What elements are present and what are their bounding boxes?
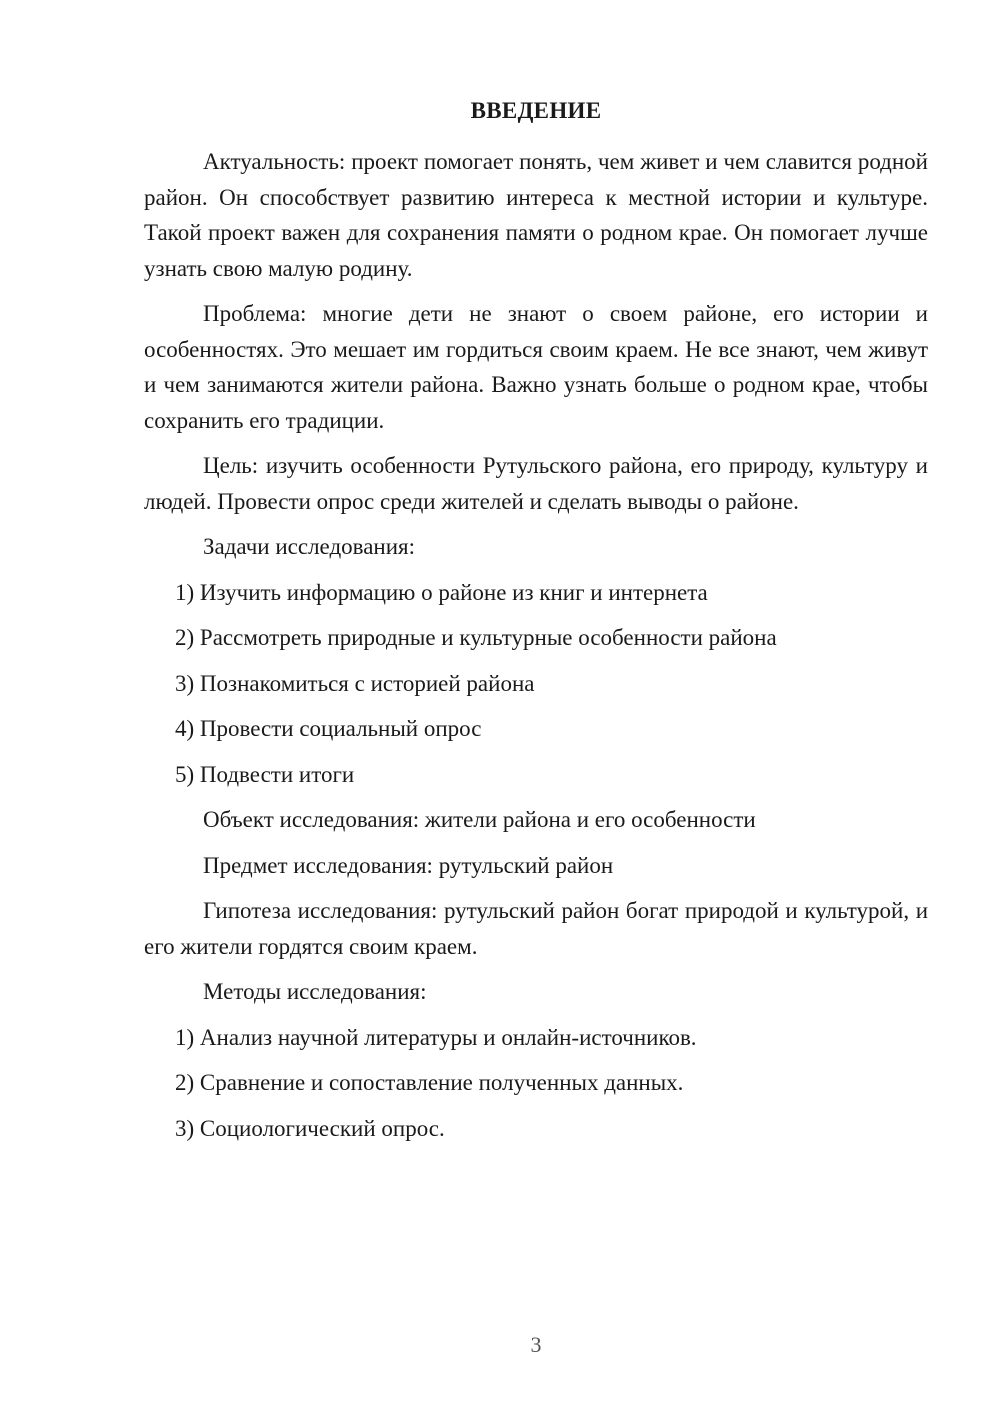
paragraph-goal: Цель: изучить особенности Рутульского района, его природу, культуру и людей. Провести опрос среди жителей и сделать выводы о районе. (144, 453, 928, 514)
paragraph-subject: Предмет исследования: рутульский район (203, 852, 614, 878)
task-item: 5) Подвести итоги (175, 761, 355, 787)
paragraph-object: Объект исследования: жители района и его особенности (203, 807, 756, 832)
tasks-heading: Задачи исследования: (203, 534, 416, 559)
paragraph-relevance: Актуальность: проект помогает понять, чем живет и чем славится родной район. Он способствует развитию интереса к местной истории и культуре. Такой проект важен для сохранения памяти о родном крае. Он помогает лучше узнать свою малую родину. (144, 149, 928, 281)
method-item: 3) Социологический опрос. (175, 1115, 445, 1141)
methods-heading: Методы исследования: (203, 979, 427, 1004)
paragraph-problem: Проблема: многие дети не знают о своем районе, его истории и особенностях. Это мешает им гордиться своим краем. Не все знают, чем живут и чем занимаются жители района. Важно узнать больше о родном крае, чтобы сохранить его традиции. (144, 301, 928, 433)
task-item: 1) Изучить информацию о районе из книг и интернета (175, 579, 708, 605)
task-item: 3) Познакомиться с историей района (175, 670, 535, 696)
task-item: 4) Провести социальный опрос (175, 716, 482, 741)
document-page (144, 96, 928, 1156)
task-item: 2) Рассмотреть природные и культурные особенности района (175, 625, 777, 650)
method-item: 1) Анализ научной литературы и онлайн-источников. (175, 1024, 697, 1050)
section-title: ВВЕДЕНИЕ (470, 98, 602, 123)
paragraph-hypothesis: Гипотеза исследования: рутульский район богат природой и культурой, и его жители гордятся своим краем. (144, 898, 928, 959)
method-item: 2) Сравнение и сопоставление полученных данных. (175, 1070, 684, 1095)
title-wrap (144, 96, 928, 126)
page-number: 3 (530, 1332, 542, 1357)
